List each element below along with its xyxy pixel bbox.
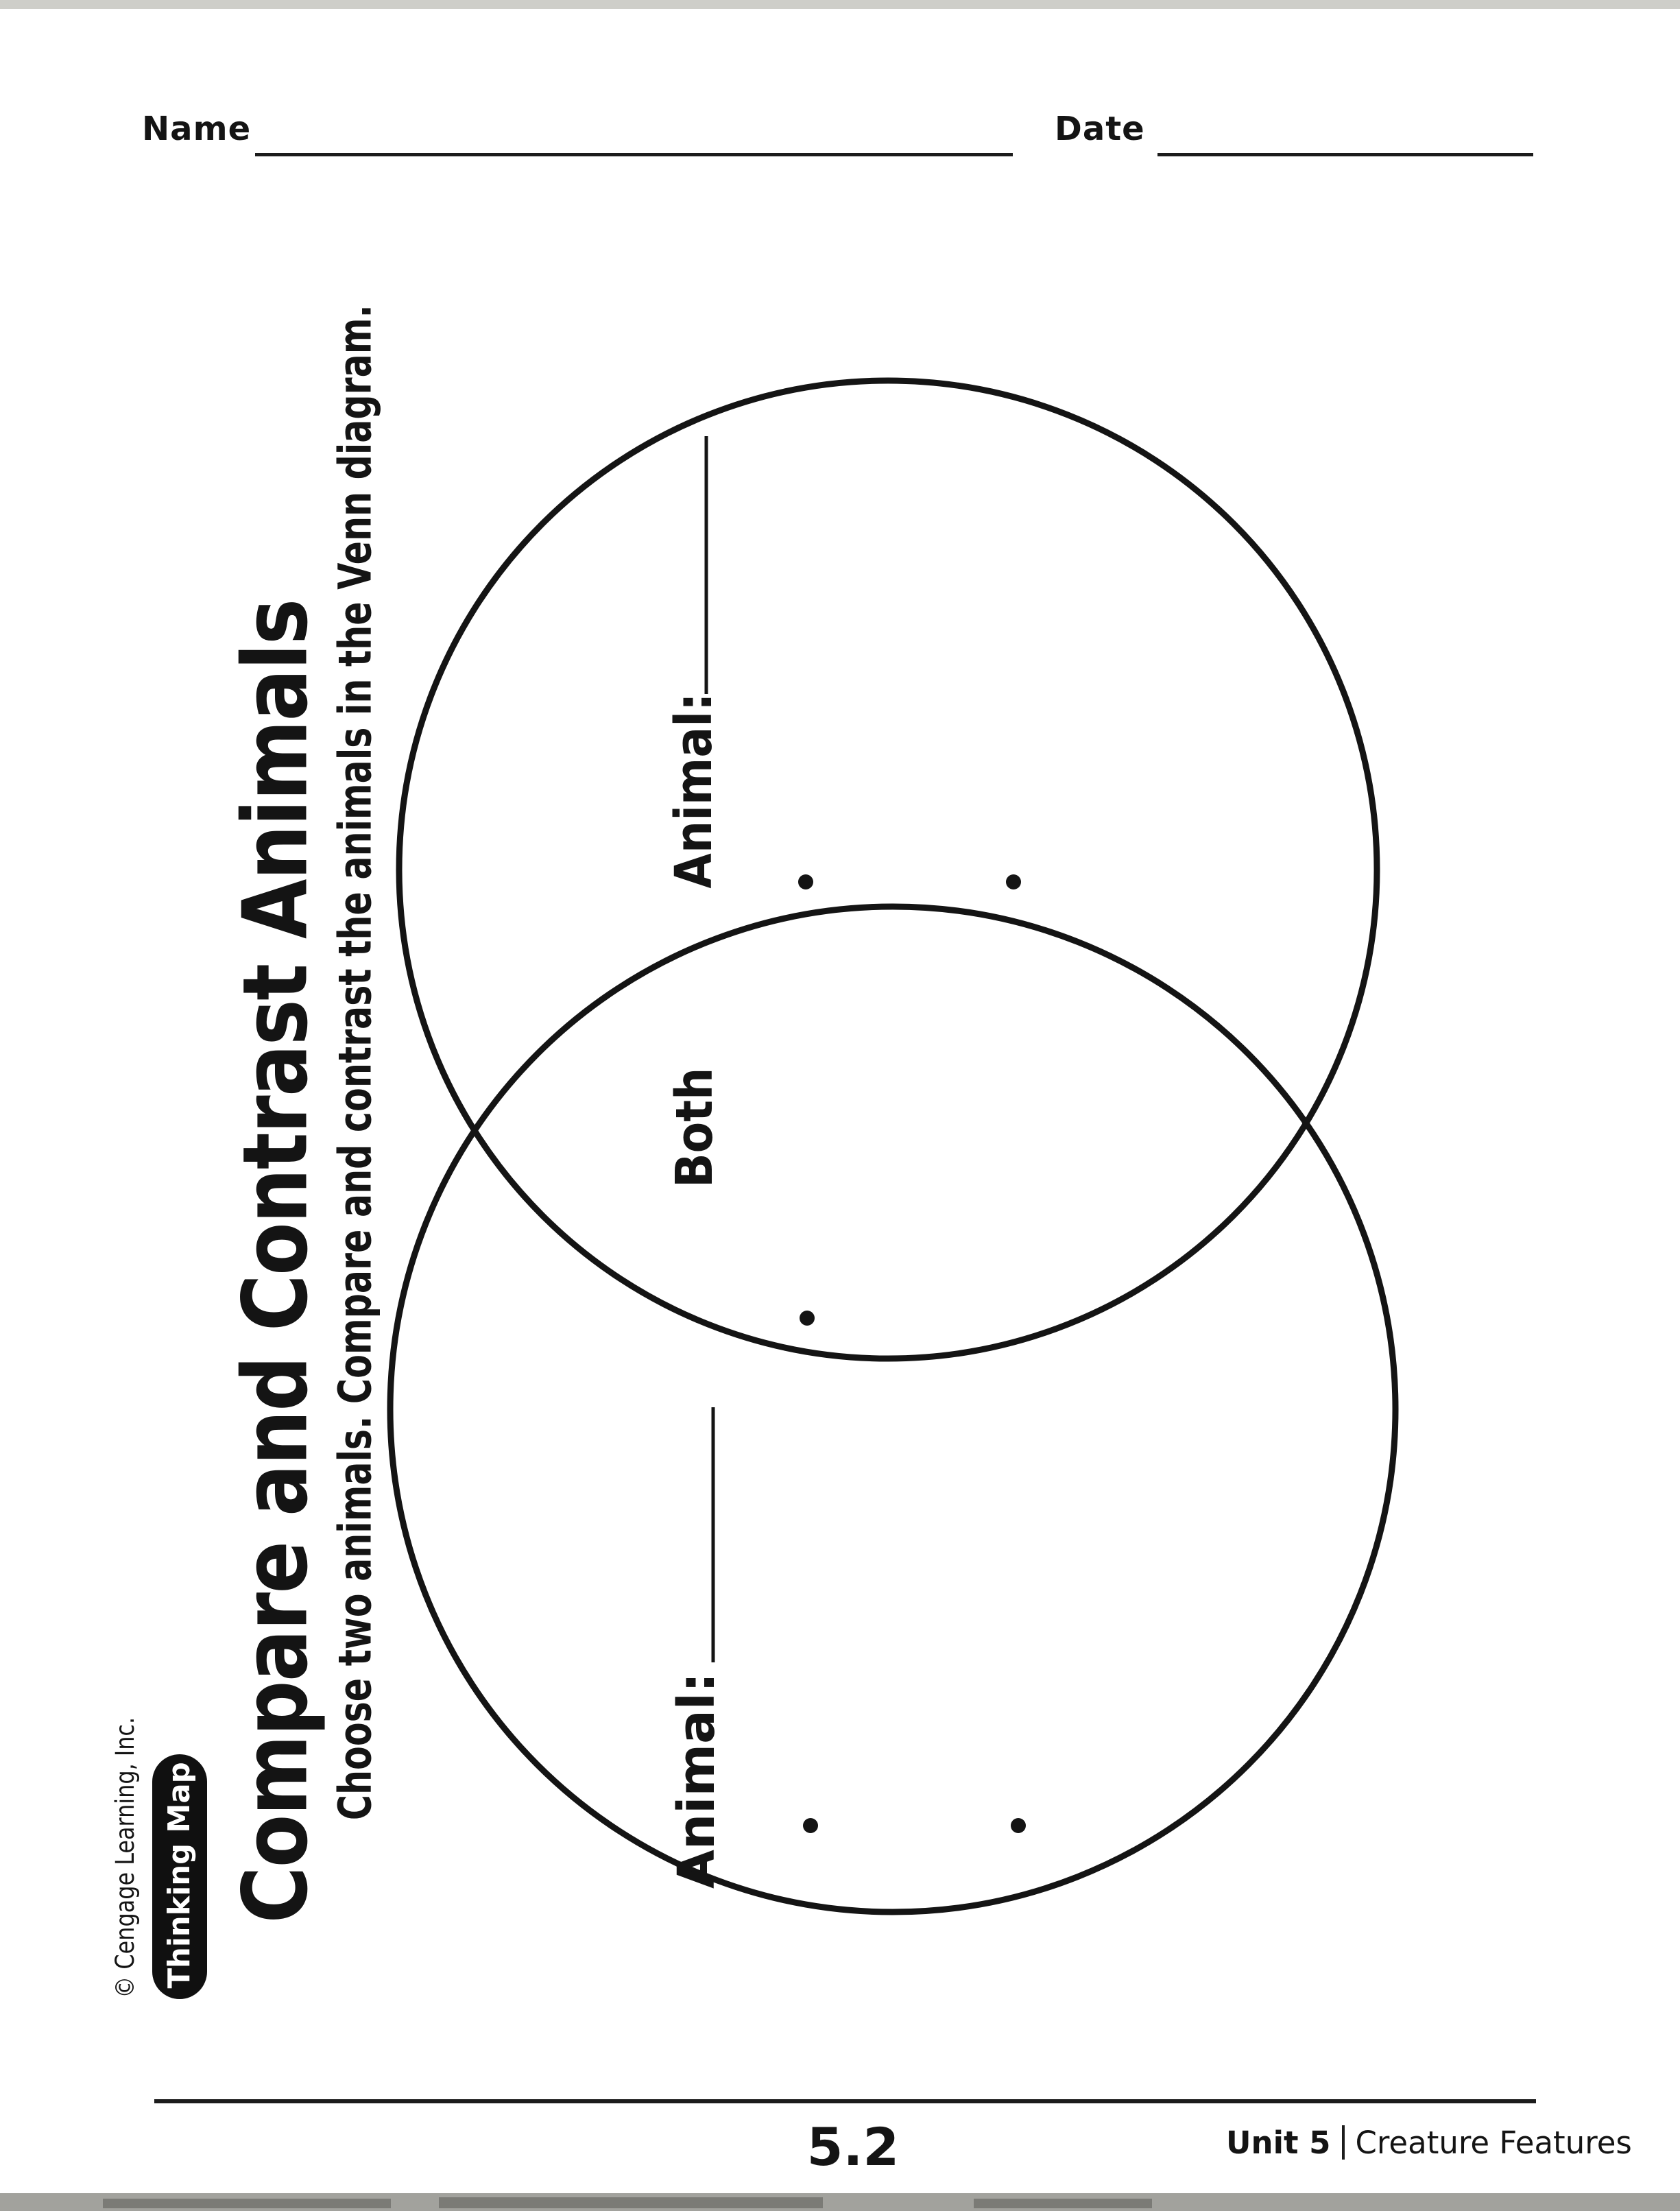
footer-unit-title: Creature Features — [1355, 2124, 1632, 2161]
page-title: Compare and Contrast Animals — [223, 599, 328, 1924]
bullet-dot — [1011, 1818, 1026, 1833]
footer-separator-bar — [1342, 2125, 1345, 2160]
bottom-animal-label: Animal: — [667, 1672, 726, 1889]
bullet-dot — [803, 1818, 818, 1833]
copyright-notice: © Cengage Learning, Inc. — [110, 1717, 140, 1998]
venn-top-circle — [399, 381, 1377, 1359]
footer-rule — [154, 2099, 1536, 2103]
venn-bottom-circle — [390, 907, 1395, 1912]
bullet-dot — [1006, 874, 1021, 889]
bullet-dot — [800, 1311, 815, 1326]
page-subtitle: Choose two animals. Compare and contrast the animals in the Venn diagram. — [328, 304, 382, 1821]
thinking-map-badge-label: Thinking Map — [162, 1762, 197, 1989]
footer-unit-number: Unit 5 — [1226, 2124, 1331, 2161]
date-label: Date — [1055, 110, 1145, 148]
both-label: Both — [665, 1067, 724, 1188]
page-number: 5.2 — [806, 2116, 900, 2177]
footer-unit-info — [1226, 2122, 1632, 2163]
top-animal-label: Animal: — [664, 693, 723, 889]
name-label: Name — [142, 110, 252, 148]
bullet-dot — [798, 874, 813, 889]
